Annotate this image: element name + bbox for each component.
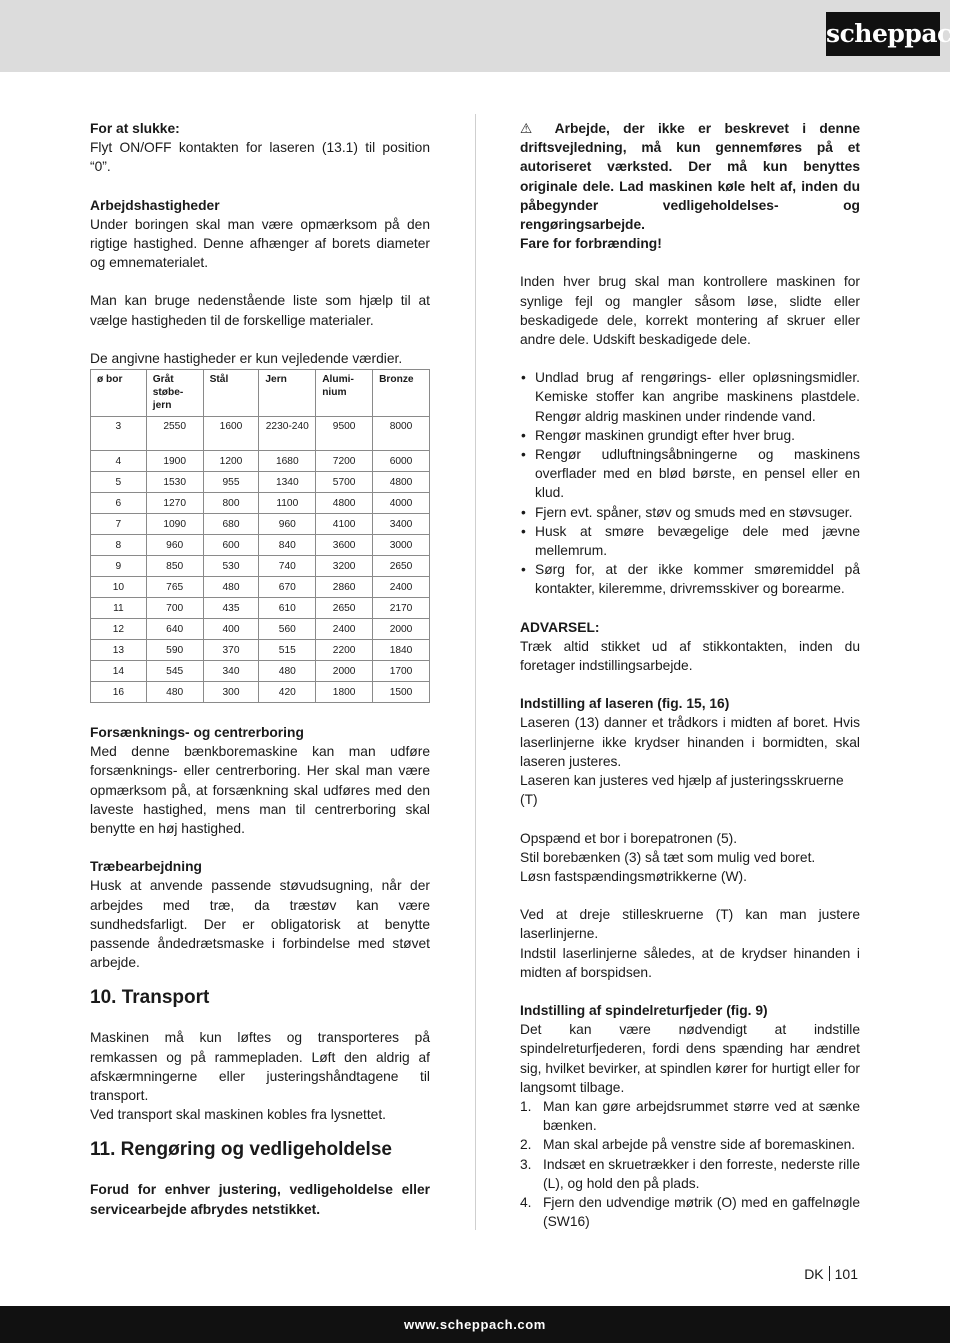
table-cell: 1530 [146, 472, 203, 493]
table-row [91, 417, 430, 451]
table-cell: 8000 [373, 417, 430, 451]
laser-heading: Indstilling af laseren (fig. 15, 16) [520, 696, 730, 712]
laser-text-1: Laseren (13) danner et trådkors i midten af boret. Hvis laserlinjerne ikke krydser hinanden i bormidten, skal laseren justeres. [520, 715, 860, 769]
table-cell: 640 [146, 619, 203, 640]
table-cell: 8 [91, 535, 147, 556]
table-cell: 960 [259, 514, 316, 535]
table-row [91, 472, 430, 493]
page-lang: DK [804, 1266, 824, 1282]
table-cell: 5 [91, 472, 147, 493]
list-item: • Fjern evt. spåner, støv og smuds med en støvsuger. [520, 503, 860, 522]
list-item: • Rengør udluftningsåbningerne og maskinens overflader med en blød børste, en pensel eller en klud. [520, 445, 860, 503]
transport-text: Maskinen må kun løftes og transporteres på remkassen og på rammepladen. Løft den aldrig af afskærmningerne eller justeringshåndtagene til transport. [90, 1030, 430, 1104]
table-row [91, 640, 430, 661]
table-cell: 840 [259, 535, 316, 556]
spring-steps-list [520, 1097, 860, 1231]
off-text: Flyt ON/OFF kontakten for laseren (13.1) til position “0”. [90, 140, 430, 175]
table-cell: 12 [91, 619, 147, 640]
warning-text: Arbejde, der ikke er beskrevet i denne driftsvejledning, må kun gennemføres på et autoriseret værksted. Der må kun benyttes originale dele. Lad maskinen køle helt af, inden du påbegynder vedligeholdelses- og rengøringsarbejde. [520, 121, 861, 233]
list-item: • Sørg for, at der ikke kommer smøremiddel på kontakter, kileremme, drivremsskiver og borearme. [520, 560, 860, 598]
laser-step-2: Stil borebænken (3) så tæt som mulig ved boret. [520, 849, 816, 865]
transport-heading: 10. Transport [90, 987, 210, 1009]
table-cell: 3000 [373, 535, 430, 556]
table-cell: 1800 [316, 682, 373, 703]
column-divider [475, 114, 476, 1230]
table-cell: 14 [91, 661, 147, 682]
table-cell: 7 [91, 514, 147, 535]
table-cell: 1100 [259, 493, 316, 514]
footer-url: www.scheppach.com [404, 1317, 546, 1332]
burn-warning: Fare for forbrænding! [520, 236, 662, 252]
table-cell: 1200 [203, 451, 259, 472]
table-cell: 435 [203, 598, 259, 619]
table-cell: 7200 [316, 451, 373, 472]
table-cell: 480 [259, 661, 316, 682]
table-cell: 4100 [316, 514, 373, 535]
table-cell: 370 [203, 640, 259, 661]
table-row [91, 451, 430, 472]
table-cell: 2650 [373, 556, 430, 577]
laser-text-4: Indstil laserlinjerne således, at de krydser hinanden i midten af borspidsen. [520, 945, 860, 980]
speeds-note: De angivne hastigheder er kun vejledende værdier. [90, 350, 403, 366]
table-cell: 480 [146, 682, 203, 703]
table-cell: 2170 [373, 598, 430, 619]
table-cell: 515 [259, 640, 316, 661]
table-cell: 2650 [316, 598, 373, 619]
advarsel-text: Træk altid stikket ud af stikkontakten, inden du foretager indstillingsarbejde. [520, 638, 860, 674]
table-cell: 680 [203, 514, 259, 535]
table-cell: 1700 [373, 661, 430, 682]
table-cell: 545 [146, 661, 203, 682]
table-cell: 10 [91, 577, 147, 598]
inspect-text: Inden hver brug skal man kontrollere maskinen for synlige fejl og mangler såsom løse, slidte eller beskadigede dele, korrekt montering af skruer eller andre dele. Udskift beskadigede dele. [520, 274, 860, 348]
table-row [91, 682, 430, 703]
table-cell: 740 [259, 556, 316, 577]
table-cell: 1680 [259, 451, 316, 472]
table-cell: 4 [91, 451, 147, 472]
col-header-bronze: Bronze [373, 370, 430, 417]
table-cell: 480 [203, 577, 259, 598]
table-cell: 3200 [316, 556, 373, 577]
col-header-steel: Stål [203, 370, 259, 417]
wood-text: Husk at anvende passende støvudsugning, når der arbejdes med træ, da træstøv kan være sundhedsfarligt. Der er obligatorisk at benytte passende åndedrætsmaske i forbindelse med støvet arbejde. [90, 878, 430, 971]
countersink-heading: Forsænknings- og centrerboring [90, 725, 304, 741]
table-cell: 300 [203, 682, 259, 703]
table-cell: 2000 [316, 661, 373, 682]
list-item: 1. Man kan gøre arbejdsrummet større ved at sænke bænken. [520, 1098, 860, 1134]
left-column [90, 119, 430, 1219]
laser-step-1: Opspænd et bor i borepatronen (5). [520, 830, 738, 846]
table-row [91, 493, 430, 514]
list-item: 4. Fjern den udvendige møtrik (O) med en gaffelnøgle (SW16) [520, 1194, 860, 1230]
table-cell: 1340 [259, 472, 316, 493]
page-separator [829, 1266, 830, 1281]
list-item: 2. Man skal arbejde på venstre side af boremaskinen. [520, 1137, 856, 1153]
laser-text-3: Ved at dreje stilleskruerne (T) kan man justere laserlinjerne. [520, 907, 860, 942]
table-cell: 590 [146, 640, 203, 661]
col-header-iron: Jern [259, 370, 316, 417]
table-cell: 9 [91, 556, 147, 577]
table-cell: 1500 [373, 682, 430, 703]
table-cell: 3400 [373, 514, 430, 535]
page-footer [0, 1306, 950, 1343]
table-cell: 2230-240 [259, 417, 316, 451]
table-cell: 6000 [373, 451, 430, 472]
warning-block [520, 119, 860, 234]
spring-heading: Indstilling af spindelreturfjeder (fig. 9) [520, 1002, 768, 1018]
speeds-text: Under boringen skal man være opmærksom på den rigtige hastighed. Denne afhænger af borets diameter og emnematerialet. [90, 216, 430, 271]
table-cell: 955 [203, 472, 259, 493]
table-cell: 600 [203, 535, 259, 556]
col-header-cast-iron: Gråt støbe-jern [146, 370, 203, 417]
page-number [760, 1264, 858, 1284]
table-cell: 2400 [373, 577, 430, 598]
speeds-heading: Arbejdshastigheder [90, 197, 220, 213]
table-cell: 3 [91, 417, 147, 451]
wood-heading: Træbearbejdning [90, 859, 202, 875]
col-header-bore: ø bor [91, 370, 147, 417]
table-cell: 4000 [373, 493, 430, 514]
table-cell: 400 [203, 619, 259, 640]
table-cell: 9500 [316, 417, 373, 451]
speed-table [90, 369, 430, 703]
page-header [0, 0, 969, 72]
list-item: • Undlad brug af rengørings- eller opløsningsmidler. Kemiske stoffer kan angribe maskinens plastdele. Rengør aldrig maskinen under rindende vand. [520, 368, 860, 426]
table-cell: 3600 [316, 535, 373, 556]
list-item: • Rengør maskinen grundigt efter hver brug. [520, 426, 860, 445]
table-cell: 960 [146, 535, 203, 556]
table-row [91, 619, 430, 640]
warning-triangle-icon: ⚠ [520, 121, 542, 136]
table-cell: 13 [91, 640, 147, 661]
off-heading: For at slukke: [90, 121, 180, 136]
table-cell: 2550 [146, 417, 203, 451]
scheppach-logo: scheppach [826, 12, 940, 56]
table-cell: 610 [259, 598, 316, 619]
table-cell: 16 [91, 682, 147, 703]
table-cell: 670 [259, 577, 316, 598]
table-row [91, 598, 430, 619]
table-cell: 1900 [146, 451, 203, 472]
table-cell: 4800 [373, 472, 430, 493]
table-cell: 2200 [316, 640, 373, 661]
page-num: 101 [834, 1266, 858, 1282]
table-cell: 2860 [316, 577, 373, 598]
advarsel-heading: ADVARSEL: [520, 619, 600, 635]
table-cell: 560 [259, 619, 316, 640]
cleaning-warning: Forud for enhver justering, vedligeholdelse eller servicearbejde afbrydes netstikket. [90, 1182, 430, 1217]
table-cell: 1840 [373, 640, 430, 661]
table-cell: 530 [203, 556, 259, 577]
table-cell: 800 [203, 493, 259, 514]
col-header-aluminium: Alumi-nium [316, 370, 373, 417]
table-cell: 2000 [373, 619, 430, 640]
cleaning-bullet-list [520, 368, 860, 598]
table-row [91, 514, 430, 535]
table-row [91, 661, 430, 682]
table-row [91, 556, 430, 577]
table-cell: 420 [259, 682, 316, 703]
right-column [520, 119, 860, 1231]
table-row [91, 577, 430, 598]
table-cell: 765 [146, 577, 203, 598]
table-cell: 4800 [316, 493, 373, 514]
list-item: • Husk at smøre bevægelige dele med jævne mellemrum. [520, 522, 860, 560]
table-row [91, 535, 430, 556]
speeds-list-text: Man kan bruge nedenstående liste som hjælp til at vælge hastigheden til de forskellige materialer. [90, 293, 430, 328]
cleaning-heading: 11. Rengøring og vedligeholdelse [90, 1139, 392, 1161]
laser-text-2: Laseren kan justeres ved hjælp af justeringsskruerne (T) [520, 773, 844, 808]
countersink-text: Med denne bænkboremaskine kan man udføre forsænknings- eller centrerboring. Her skal man være opmærksom på, at forsænkning skal udføres med den laveste hastighed, mens man til centrerboring skal benytte en høj hastighed. [90, 744, 430, 837]
table-cell: 2400 [316, 619, 373, 640]
table-cell: 1270 [146, 493, 203, 514]
table-cell: 340 [203, 661, 259, 682]
table-cell: 700 [146, 598, 203, 619]
table-cell: 1090 [146, 514, 203, 535]
list-item: 3. Indsæt en skruetrækker i den forreste, nederste rille (L), og hold den på plads. [520, 1156, 860, 1191]
table-cell: 1600 [203, 417, 259, 451]
table-cell: 850 [146, 556, 203, 577]
table-cell: 6 [91, 493, 147, 514]
transport-text-2: Ved transport skal maskinen kobles fra lysnettet. [90, 1107, 387, 1123]
spring-text: Det kan være nødvendigt at indstille spindelreturfjederen, fordi dens spænding har ændret sig, hvilket bevirker, at spindlen kører for hurtigt eller for langsomt tilbage. [520, 1022, 860, 1095]
laser-step-3: Løsn fastspændingsmøtrikkerne (W). [520, 868, 747, 884]
table-cell: 5700 [316, 472, 373, 493]
table-header-row [91, 370, 430, 417]
table-cell: 11 [91, 598, 147, 619]
